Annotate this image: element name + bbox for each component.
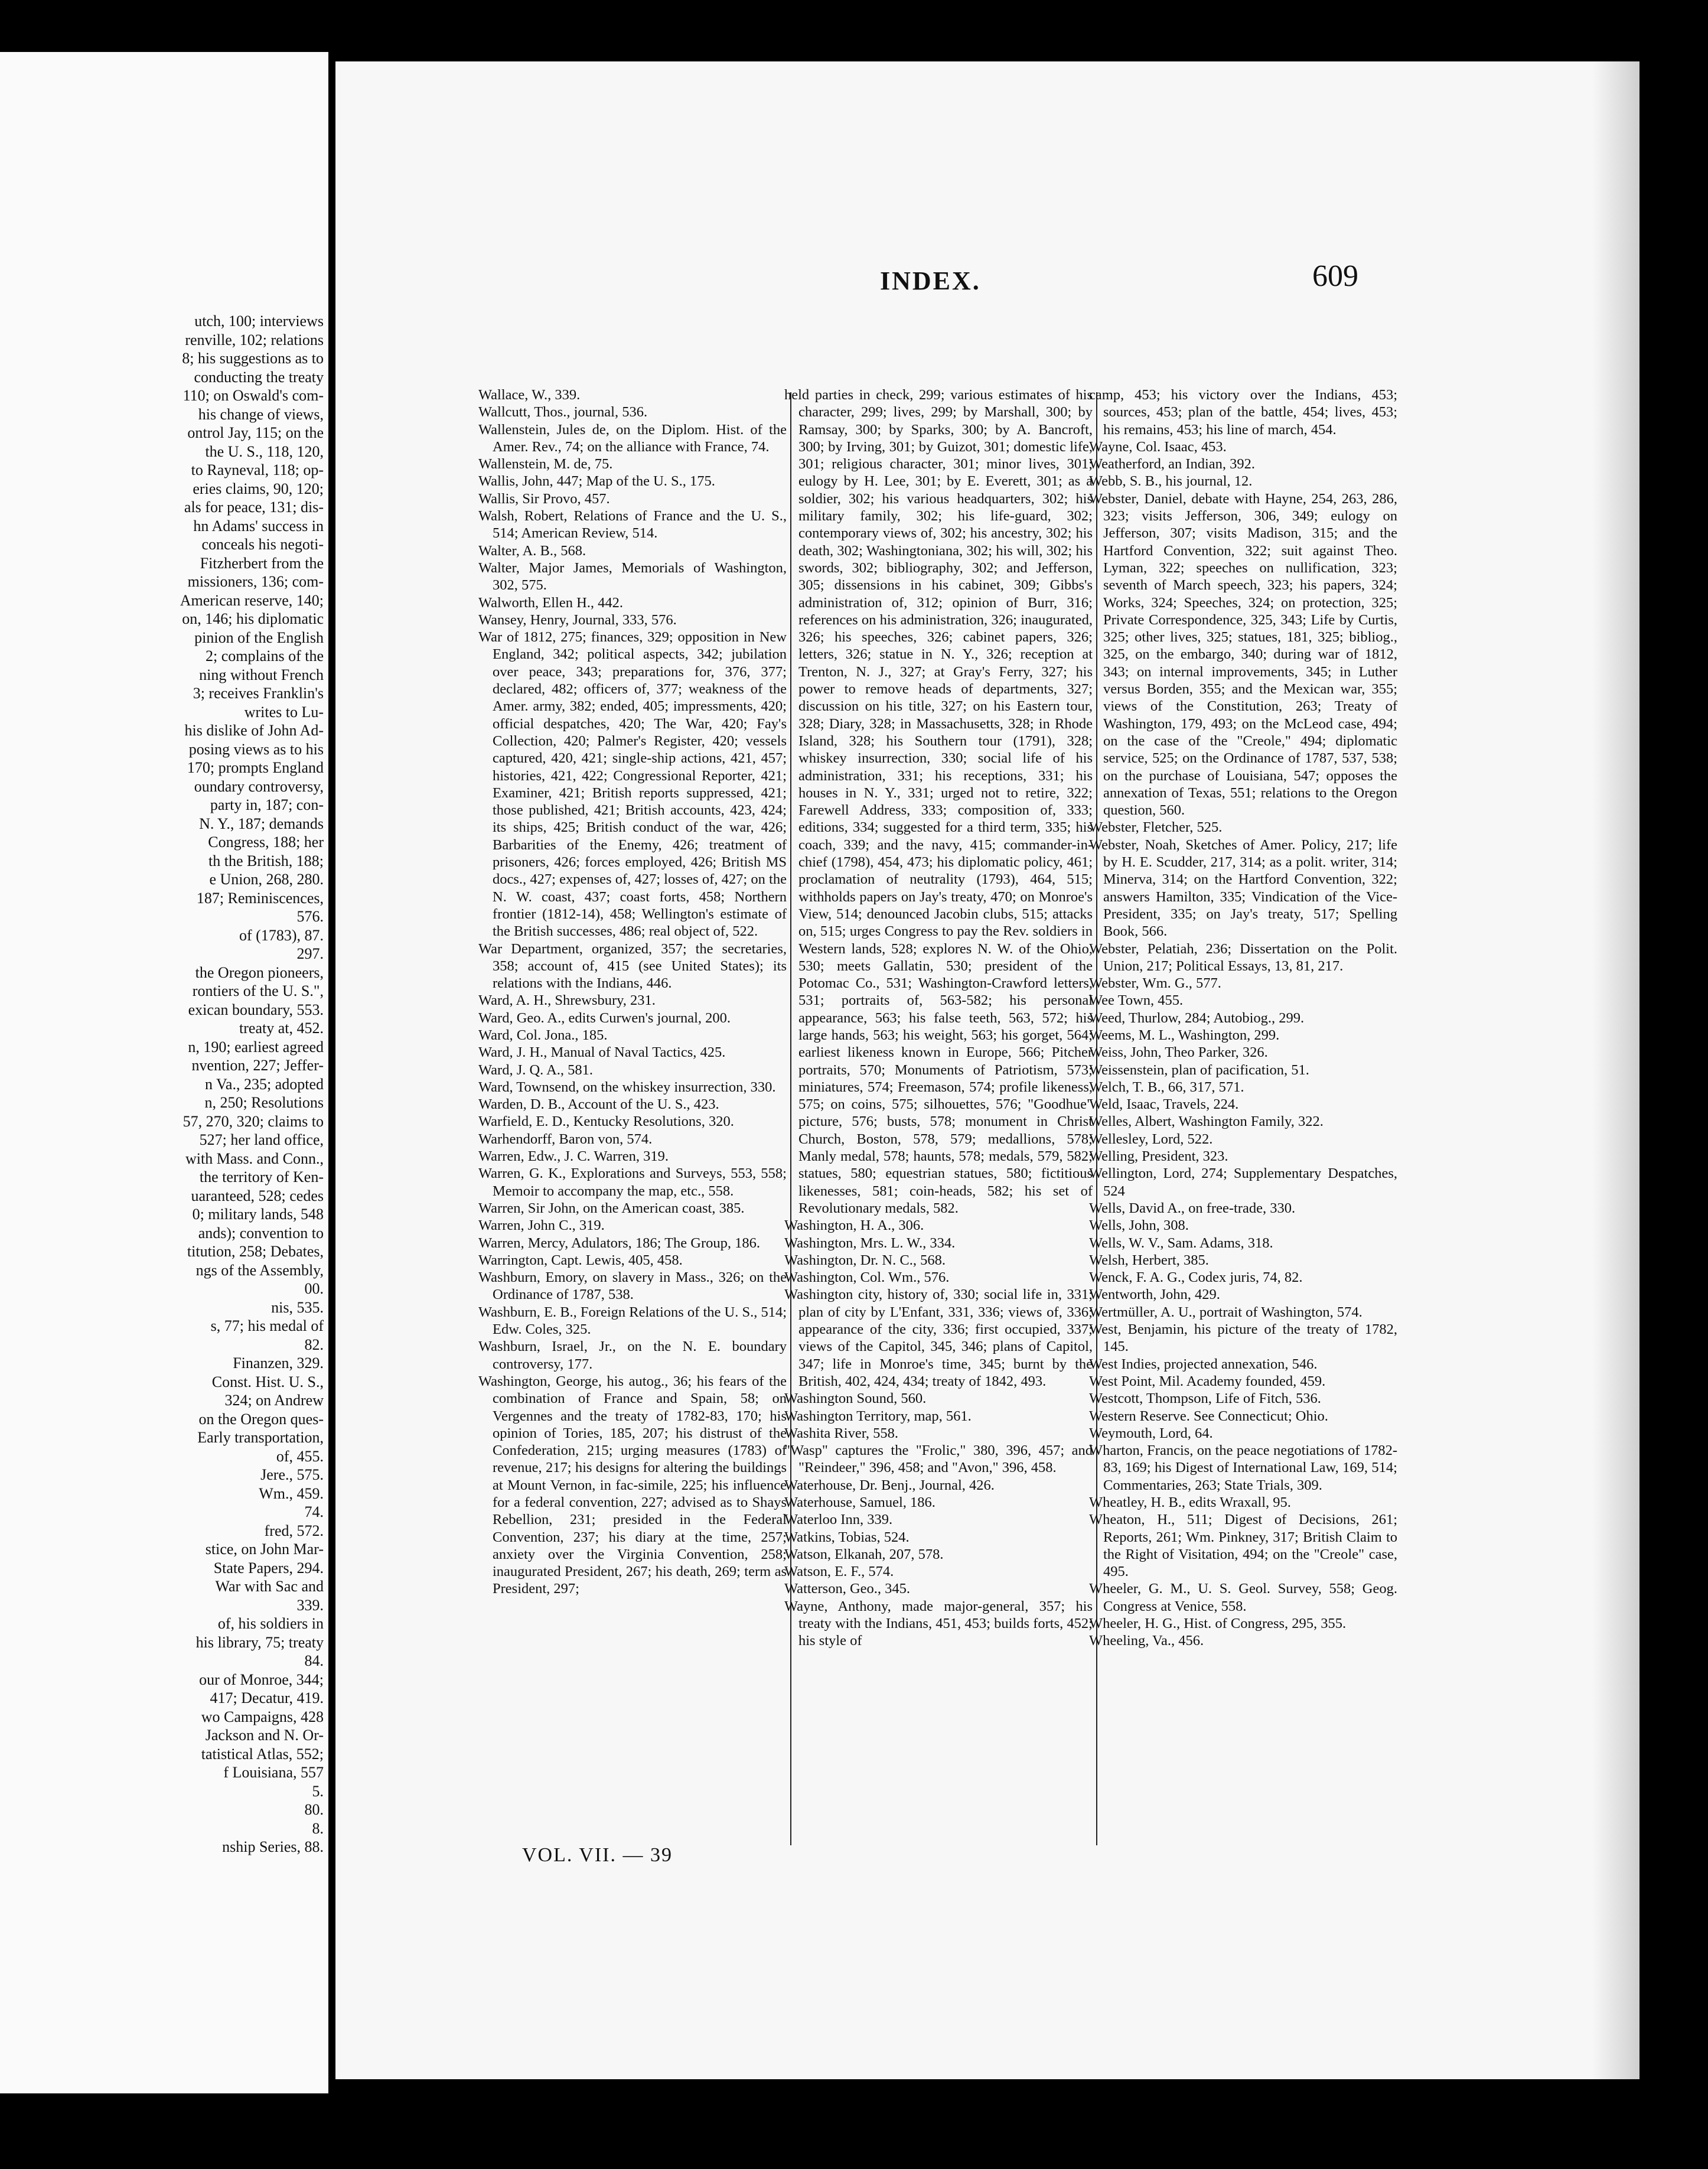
index-entry: Washington, Col. Wm., 576. (784, 1269, 950, 1286)
left-page-line: Jackson and N. Or- (205, 1727, 324, 1744)
index-entry: Welling, President, 323. (1089, 1148, 1228, 1165)
index-entry: West, Benjamin, his picture of the treaty of 1782, 145. (1089, 1321, 1397, 1355)
index-entry: held parties in check, 299; various estimates of his character, 299; lives, 299; by Marshall, 300; by Ramsay, 300; by Sparks, 300; by A. Bancroft, 300; by Irving, 301; by Guizot, 301; domestic life, 301; religious character, 301; minor lives, 301; eulogy by H. Lee, 301; by E. Everett, 301; as a soldier, 302; his various headquarters, 302; his military family, 302; his life-guard, 302; contemporary views of, 302; his ancestry, 302; his death, 302; Washingtoniana, 302; his will, 302; his swords, 302; bibliography, 302; and Jefferson, 305; dissensions in his cabinet, 309; Gibbs's administration of, 312; opinion of Burr, 316; references on his administration, 326; inaugurated, 326; his speeches, 326; cabinet papers, 326; letters, 326; statue in N. Y., 326; reception at Trenton, N. J., 327; at Gray's Ferry, 327; his power to remove heads of departments, 327; discussion on his title, 327; on his Eastern tour, 328; Diary, 328; in Massachusetts, 328; in Rhode Island, 328; his Southern tour (1791), 328; whiskey insurrection, 330; social life of his administration, 331; his receptions, 331; his houses in N. Y., 331; urged not to retire, 322; Farewell Address, 333; composition of, 333; editions, 334; suggested for a third term, 335; his coach, 339; and the navy, 415; commander-in-chief (1798), 454, 473; his diplomatic policy, 461; proclamation of neutrality (1793), 464, 515; withholds papers on Jay's treaty, 470; on Monroe's View, 514; denounced Jacobin clubs, 515; attacks on, 515; urges Congress to pay the Rev. soldiers in Western lands, 528; explores N. W. of the Ohio, 530; meets Gallatin, 530; president of the Potomac Co., 531; Washington-Crawford letters, 531; portraits of, 563-582; his personal appearance, 563; his false teeth, 563, 572; his large hands, 563; his weight, 563; his gorget, 564; earliest likeness known in Europe, 566; Pitcher portraits, 570; Monuments of Patriotism, 573; miniatures, 574; Freemason, 574; profile likeness, 575; on coins, 575; silhouettes, 576; "Goodhue" picture, 576; busts, 578; monument in Christ Church, Boston, 578, 579; medallions, 578; Manly medal, 578; haunts, 578; medals, 579, 582; statues, 580; equestrian statues, 580; fictitious likenesses, 581; coin-heads, 582; his set of Revolutionary medals, 582. (784, 387, 1093, 1216)
index-entry: Washington Sound, 560. (784, 1390, 927, 1407)
left-page-line: eries claims, 90, 120; (193, 480, 324, 497)
index-entry: Warren, Mercy, Adulators, 186; The Group, 186. (478, 1235, 761, 1251)
index-entry: Weymouth, Lord, 64. (1089, 1425, 1213, 1441)
index-entry: camp, 453; his victory over the Indians, 453; sources, 453; plan of the battle, 454; lives, 453; his remains, 453; his line of march, 454. (1089, 387, 1397, 438)
index-entry: Wellington, Lord, 274; Supplementary Despatches, 524 (1089, 1165, 1397, 1199)
left-page-line: oundary controversy, (194, 777, 324, 795)
left-page-line: nis, 535. (271, 1298, 324, 1316)
left-page-line: 80. (304, 1801, 324, 1818)
index-entry: Weatherford, an Indian, 392. (1089, 456, 1256, 473)
left-page-line: posing views as to his (188, 740, 324, 758)
left-page-line: stice, on John Mar- (205, 1541, 324, 1558)
index-entry: Westcott, Thompson, Life of Fitch, 536. (1089, 1390, 1321, 1407)
left-page-line: 2; complains of the (205, 647, 324, 665)
left-page-line: Const. Hist. U. S., (211, 1373, 324, 1390)
index-entry: Wheeler, H. G., Hist. of Congress, 295, 355. (1089, 1616, 1347, 1632)
left-page-line: the U. S., 118, 120, (205, 442, 324, 460)
left-page-line: N. Y., 187; demands (199, 815, 324, 832)
index-column-1 (478, 386, 787, 1598)
left-page-line: titution, 258; Debates, (187, 1243, 324, 1260)
left-page-line: 187; Reminiscences, (196, 889, 324, 907)
left-page-line: conceals his negoti- (201, 536, 324, 553)
index-entry: Wallace, W., 339. (478, 387, 581, 403)
index-entry: Wheeler, G. M., U. S. Geol. Survey, 558; Geog. Congress at Venice, 558. (1089, 1581, 1397, 1614)
index-entry: Weed, Thurlow, 284; Autobiog., 299. (1089, 1009, 1305, 1026)
left-page-line: 110; on Oswald's com- (182, 387, 324, 404)
left-page-line: State Papers, 294. (213, 1559, 324, 1577)
index-entry: Western Reserve. See Connecticut; Ohio. (1089, 1408, 1328, 1424)
left-page-line: tatistical Atlas, 552; (201, 1745, 324, 1763)
left-page-line: of, 455. (276, 1447, 324, 1465)
index-entry: Washita River, 558. (784, 1425, 899, 1441)
index-entry: Wallcutt, Thos., journal, 536. (478, 404, 648, 421)
index-entry: Wentworth, John, 429. (1089, 1287, 1220, 1303)
left-page-line: 8; his suggestions as to (182, 350, 324, 367)
left-page-text (0, 312, 328, 1857)
index-entry: Warfield, E. D., Kentucky Resolutions, 320. (478, 1113, 734, 1130)
index-entry: Watson, Elkanah, 207, 578. (784, 1546, 944, 1562)
index-entry: Webster, Noah, Sketches of Amer. Policy, 217; life by H. E. Scudder, 217, 314; as a polit. writer, 314; Minerva, 314; on the Hartford Convention, 322; answers Hamilton, 335; Vindication of the Vice-President, 335; on Jay's treaty, 517; Spelling Book, 566. (1089, 836, 1397, 940)
index-entry: Wallis, John, 447; Map of the U. S., 175. (478, 473, 715, 490)
index-entry: Warren, Sir John, on the American coast, 385. (478, 1200, 745, 1216)
index-entry: Wayne, Anthony, made major-general, 357; his treaty with the Indians, 451, 453; builds forts, 452; his style of (784, 1598, 1093, 1649)
left-page-line: missioners, 136; com- (187, 573, 324, 590)
left-page-line: American reserve, 140; (180, 591, 324, 609)
index-entry: Walter, A. B., 568. (478, 542, 586, 559)
index-entry: War Department, organized, 357; the secretaries, 358; account of, 415 (see United States); its relations with the Indians, 446. (478, 940, 787, 992)
left-page-line: 170; prompts England (187, 759, 324, 776)
left-page-line: ning without French (199, 666, 324, 683)
index-entry: Welles, Albert, Washington Family, 322. (1089, 1113, 1324, 1130)
left-page-line: 74. (304, 1503, 324, 1520)
index-entry: Wells, John, 308. (1089, 1217, 1189, 1234)
left-page-line: uaranteed, 528; cedes (191, 1187, 324, 1204)
index-entry: Webster, Pelatiah, 236; Dissertation on the Polit. Union, 217; Political Essays, 13, 81, 217. (1089, 940, 1397, 974)
left-page-line: fred, 572. (264, 1522, 324, 1539)
left-page-line: 576. (296, 908, 324, 925)
index-column-2 (784, 386, 1093, 1650)
left-page-line: nship Series, 88. (222, 1838, 324, 1855)
index-entry: Waterhouse, Dr. Benj., Journal, 426. (784, 1477, 995, 1493)
left-page-line: pinion of the English (194, 628, 324, 646)
index-entry: West Indies, projected annexation, 546. (1089, 1356, 1318, 1372)
left-page-line: with Mass. and Conn., (185, 1149, 324, 1167)
left-page-line: on, 146; his diplomatic (182, 610, 324, 627)
index-entry: Webster, Wm. G., 577. (1089, 975, 1221, 992)
left-page-line: hn Adams' success in (193, 517, 324, 535)
left-page-line: renville, 102; relations (185, 331, 324, 349)
index-entry: Wertmüller, A. U., portrait of Washington, 574. (1089, 1304, 1363, 1320)
index-entry: Webb, S. B., his journal, 12. (1089, 473, 1253, 490)
index-entry: Wells, David A., on free-trade, 330. (1089, 1200, 1296, 1216)
left-page-line: 5. (312, 1782, 324, 1800)
index-entry: Weld, Isaac, Travels, 224. (1089, 1096, 1239, 1113)
index-entry: Weems, M. L., Washington, 299. (1089, 1027, 1280, 1043)
index-entry: Ward, Geo. A., edits Curwen's journal, 200. (478, 1009, 731, 1026)
index-entry: Watkins, Tobias, 524. (784, 1529, 910, 1545)
left-page-line: Wm., 459. (259, 1484, 324, 1502)
left-page-line: th the British, 188; (208, 852, 324, 869)
left-page-line: ngs of the Assembly, (195, 1261, 324, 1279)
index-entry: Warrington, Capt. Lewis, 405, 458. (478, 1252, 683, 1268)
left-page-line: ands); convention to (198, 1224, 324, 1242)
left-page-line: e Union, 268, 280. (209, 871, 324, 888)
left-page-line: 339. (296, 1596, 324, 1614)
index-entry: Welsh, Herbert, 385. (1089, 1252, 1209, 1268)
left-page-line: 417; Decatur, 419. (210, 1689, 324, 1706)
index-entry: Welch, T. B., 66, 317, 571. (1089, 1079, 1244, 1095)
index-entry: Washington, George, his autog., 36; his fears of the combination of France and Spain, 58; on Vergennes and the treaty of 1782-83, 170; his opinion of Tories, 185, 207; his distrust of the Confederation, 215; urging measures (1783) of revenue, 217; his designs for altering the buildings at Mount Vernon, in fac-simile, 225; his influence for a federal convention, 227; advised as to Shays Rebellion, 231; presided in the Federal Convention, 237; his diary at the time, 257; anxiety over the Virginia Convention, 258; inaugurated President, 267; his death, 269; term as President, 297; (478, 1373, 787, 1597)
left-page-line: of (1783), 87. (239, 926, 324, 944)
index-entry: Washburn, Israel, Jr., on the N. E. boundary controversy, 177. (478, 1338, 787, 1372)
left-page-line: n, 250; Resolutions (204, 1094, 324, 1111)
index-entry: Waterloo Inn, 339. (784, 1512, 893, 1528)
index-entry: Washington, H. A., 306. (784, 1217, 924, 1234)
left-page-line: his dislike of John Ad- (184, 722, 324, 739)
left-page-line: 8. (312, 1819, 324, 1837)
index-entry: Ward, Col. Jona., 185. (478, 1027, 608, 1043)
index-entry: Wheaton, H., 511; Digest of Decisions, 261; Reports, 261; Wm. Pinkney, 317; British Claim to the Right of Visitation, 494; on the "Creole" case, 495. (1089, 1512, 1397, 1580)
left-page-line: s, 77; his medal of (210, 1317, 324, 1334)
index-entry: "Wasp" captures the "Frolic," 380, 396, 457; and "Reindeer," 396, 458; and "Avon," 396, 458. (784, 1442, 1093, 1476)
left-page-line: Congress, 188; her (208, 833, 324, 851)
left-page-line: 57, 270, 320; claims to (182, 1112, 324, 1130)
left-page-line: treaty at, 452. (239, 1020, 324, 1037)
index-entry: Waterhouse, Samuel, 186. (784, 1494, 936, 1510)
left-page-line: writes to Lu- (244, 703, 324, 721)
index-entry: Webster, Fletcher, 525. (1089, 819, 1223, 836)
left-page-line: als for peace, 131; dis- (184, 499, 324, 516)
left-page-line: 297. (296, 945, 324, 962)
left-page-line: rontiers of the U. S.", (192, 982, 324, 999)
left-page-line: our of Monroe, 344; (199, 1670, 324, 1688)
left-page-line: on the Oregon ques- (198, 1410, 324, 1428)
index-entry: Wharton, Francis, on the peace negotiations of 1782-83, 169; his Digest of International Law, 169, 514; Commentaries, 263; State Trials, 309. (1089, 1442, 1397, 1493)
index-entry: Warren, Edw., J. C. Warren, 319. (478, 1148, 669, 1165)
left-page-line: the Oregon pioneers, (195, 963, 324, 981)
left-page-line: War with Sac and (215, 1578, 324, 1595)
index-column-3 (1089, 386, 1397, 1650)
page-edge-shadow (1592, 61, 1639, 2079)
index-entry: Washington, Dr. N. C., 568. (784, 1252, 946, 1268)
left-page-line: 84. (304, 1652, 324, 1669)
index-entry: Webster, Daniel, debate with Hayne, 254, 263, 286, 323; visits Jefferson, 306, 349; eulogy on Jefferson, 307; visits Madison, 315; and the Hartford Convention, 322; suit against Theo. Lyman, 322; speeches on nullification, 323; seventh of March speech, 323; his papers, 324; Works, 324; Speeches, 324; on protection, 325; Private Correspondence, 325, 343; Life by Curtis, 325; other lives, 325; statues, 181, 325; bibliog., 325, on the embargo, 340; during war of 1812, 343; on internal improvements, 345; in Luther versus Borden, 355; and the Mexican war, 355; views of the Constitution, 263; Treaty of Washington, 179, 493; on the McLeod case, 494; on the case of the "Creole," 494; diplomatic service, 525; on the Ordinance of 1787, 537, 538; on the purchase of Louisiana, 547; opposes the annexation of Texas, 551; relations to the Oregon question, 560. (1089, 490, 1397, 819)
left-page-line: n, 190; earliest agreed (188, 1038, 324, 1056)
index-entry: Weissenstein, plan of pacification, 51. (1089, 1061, 1309, 1078)
index-entry: Wells, W. V., Sam. Adams, 318. (1089, 1235, 1273, 1251)
index-entry: Washington Territory, map, 561. (784, 1408, 972, 1424)
left-page-line: ontrol Jay, 115; on the (187, 424, 324, 441)
index-entry: Washington city, history of, 330; social life in, 331; plan of city by L'Enfant, 331, 336; views of, 336; appearance of the city, 336; first occupied, 337; views of the Capitol, 345, 346; plans of Capitol, 347; life in Monroe's time, 345; burnt by the British, 402, 424, 434; treaty of 1842, 493. (784, 1287, 1093, 1389)
left-page-line: party in, 187; con- (210, 796, 324, 813)
left-page-line: 527; her land office, (199, 1131, 324, 1148)
left-page-line: to Rayneval, 118; op- (191, 461, 324, 478)
left-page-line: 0; military lands, 548 (192, 1206, 324, 1223)
page-number: 609 (1312, 259, 1358, 293)
left-page-line: Early transportation, (197, 1429, 324, 1446)
index-entry: Washburn, Emory, on slavery in Mass., 326; on the Ordinance of 1787, 538. (478, 1269, 787, 1303)
index-entry: Warren, G. K., Explorations and Surveys, 553, 558; Memoir to accompany the map, etc., 558. (478, 1165, 787, 1199)
index-entry: Washington, Mrs. L. W., 334. (784, 1235, 956, 1251)
left-page-line: his change of views, (198, 405, 324, 423)
index-entry: Watterson, Geo., 345. (784, 1581, 911, 1597)
left-page-line: the territory of Ken- (199, 1168, 324, 1186)
index-entry: Warden, D. B., Account of the U. S., 423. (478, 1096, 719, 1113)
signature-mark: VOL. VII. — 39 (522, 1844, 673, 1866)
index-entry: Walter, Major James, Memorials of Washington, 302, 575. (478, 559, 787, 594)
left-page-line: f Louisiana, 557 (223, 1764, 324, 1781)
left-page-line: 82. (304, 1336, 324, 1353)
left-page-line: n Va., 235; adopted (205, 1075, 324, 1093)
index-entry: Wallenstein, Jules de, on the Diplom. Hist. of the Amer. Rev., 74; on the alliance with France, 74. (478, 421, 787, 455)
page-title: INDEX. (880, 266, 981, 295)
left-page-line: wo Campaigns, 428 (201, 1708, 324, 1725)
index-entry: Warhendorff, Baron von, 574. (478, 1131, 653, 1147)
index-entry: Wayne, Col. Isaac, 453. (1089, 438, 1227, 455)
right-page (335, 61, 1639, 2079)
index-entry: Ward, Townsend, on the whiskey insurrection, 330. (478, 1079, 776, 1095)
index-entry: Ward, J. Q. A., 581. (478, 1061, 594, 1078)
index-entry: Washburn, E. B., Foreign Relations of the U. S., 514; Edw. Coles, 325. (478, 1304, 787, 1338)
index-entry: Ward, J. H., Manual of Naval Tactics, 425. (478, 1044, 726, 1061)
index-entry: Wellesley, Lord, 522. (1089, 1131, 1213, 1147)
left-page-line: Fitzherbert from the (200, 554, 324, 572)
left-page-line: his library, 75; treaty (195, 1633, 324, 1651)
left-page-line: Jere., 575. (260, 1466, 324, 1483)
index-entry: Walsh, Robert, Relations of France and the U. S., 514; American Review, 514. (478, 508, 787, 542)
index-entry: Ward, A. H., Shrewsbury, 231. (478, 992, 656, 1009)
left-page-line: 3; receives Franklin's (193, 685, 324, 702)
left-page-line: utch, 100; interviews (194, 312, 324, 330)
left-page-line: Finanzen, 329. (233, 1354, 324, 1372)
index-entry: Walworth, Ellen H., 442. (478, 594, 624, 611)
left-page-line: 00. (304, 1280, 324, 1297)
index-entry: West Point, Mil. Academy founded, 459. (1089, 1373, 1326, 1389)
index-entry: Warren, John C., 319. (478, 1217, 605, 1234)
left-page-line: of, his soldiers in (217, 1615, 324, 1632)
index-entry: Weiss, John, Theo Parker, 326. (1089, 1044, 1268, 1061)
index-entry: Wee Town, 455. (1089, 992, 1184, 1009)
index-entry: Wallis, Sir Provo, 457. (478, 490, 610, 507)
left-page-line: nvention, 227; Jeffer- (191, 1057, 324, 1074)
left-page-edge (0, 52, 328, 2093)
index-entry: Wheeling, Va., 456. (1089, 1633, 1204, 1649)
index-entry: Wenck, F. A. G., Codex juris, 74, 82. (1089, 1269, 1303, 1286)
index-entry: Watson, E. F., 574. (784, 1564, 894, 1580)
index-entry: Wheatley, H. B., edits Wraxall, 95. (1089, 1494, 1291, 1510)
left-page-line: conducting the treaty (194, 368, 324, 386)
left-page-line: 324; on Andrew (224, 1392, 324, 1409)
left-page-line: exican boundary, 553. (188, 1001, 324, 1018)
index-entry: Wansey, Henry, Journal, 333, 576. (478, 611, 677, 628)
index-entry: War of 1812, 275; finances, 329; opposition in New England, 342; political aspects, 342; jubilation over peace, 343; preparations for, 376, 377; declared, 482; officers of, 377; weakness of the Amer. army, 382; ended, 405; impressments, 420; official despatches, 420; The War, 420; Fay's Collection, 420; Palmer's Register, 420; vessels captured, 420, 421; single-ship actions, 421, 457; histories, 421, 422; Congressional Reporter, 421; Examiner, 421; British reports suppressed, 421; those published, 421; British accounts, 423, 424; its ships, 425; British conduct of the war, 426; Barbarities of the Enemy, 426; treatment of prisoners, 426; forces employed, 426; British MS docs., 427; expenses of, 427; losses of, 427; on the N. W. coast, 437; coast forts, 458; Northern frontier (1812-14), 458; Wellington's estimate of the British successes, 486; real object of, 522. (478, 629, 787, 940)
index-entry: Wallenstein, M. de, 75. (478, 456, 613, 473)
